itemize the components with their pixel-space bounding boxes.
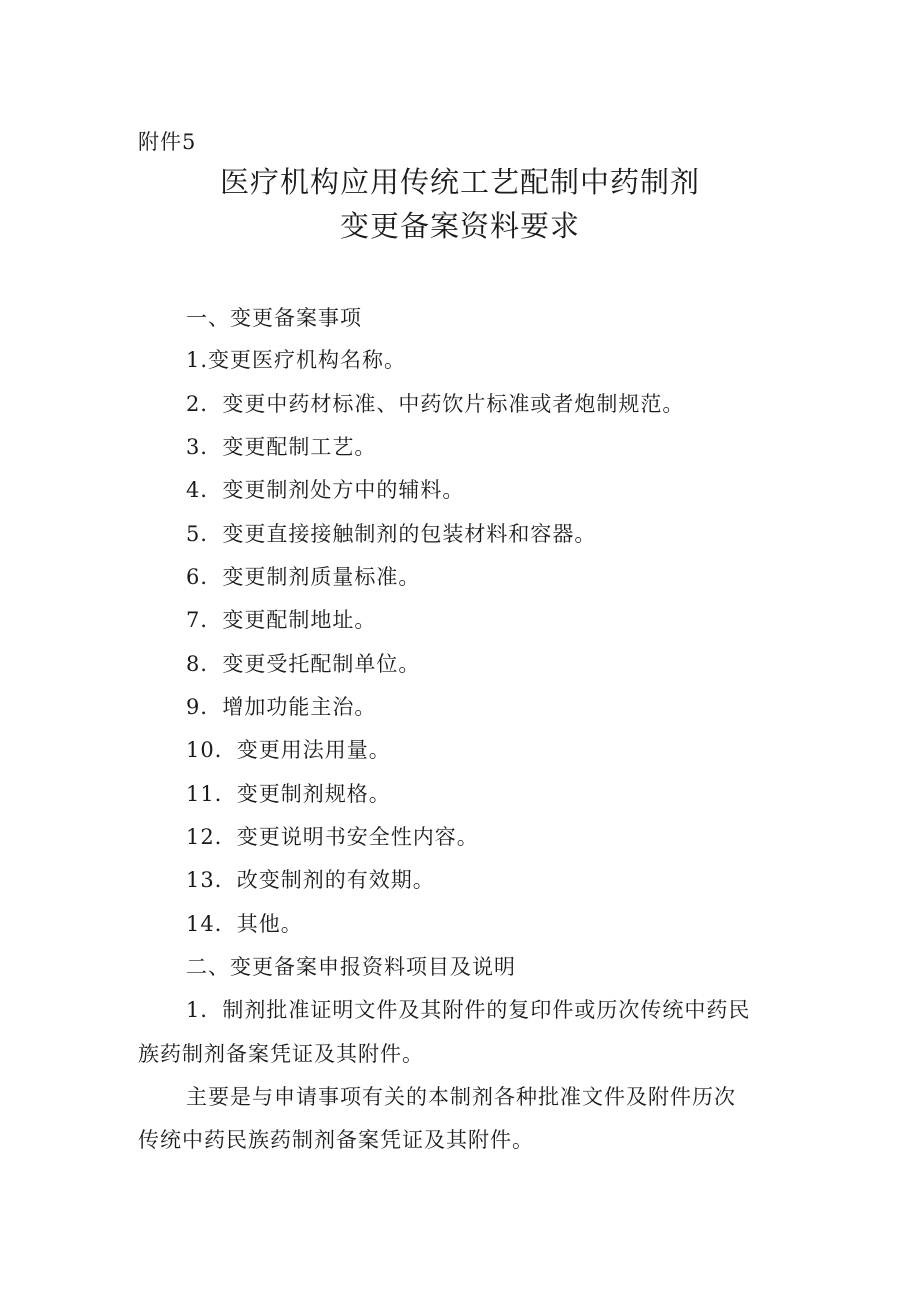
paragraph-2-line-2: 传统中药民族药制剂备案凭证及其附件。 bbox=[138, 1128, 534, 1152]
list-item: 14．其他。 bbox=[186, 912, 303, 936]
list-item: 5．变更直接接触制剂的包装材料和容器。 bbox=[186, 522, 597, 546]
list-item: 2．变更中药材标准、中药饮片标准或者炮制规范。 bbox=[186, 392, 685, 416]
list-item: 8．变更受托配制单位。 bbox=[186, 652, 421, 676]
section-1-heading: 一、变更备案事项 bbox=[186, 306, 362, 330]
document-title-line-2: 变更备案资料要求 bbox=[339, 209, 580, 243]
list-item: 1.变更医疗机构名称。 bbox=[186, 348, 407, 372]
list-item: 4．变更制剂处方中的辅料。 bbox=[186, 478, 465, 502]
list-item: 10．变更用法用量。 bbox=[186, 738, 391, 762]
paragraph-1-line-2: 族药制剂备案凭证及其附件。 bbox=[138, 1042, 424, 1066]
list-item: 13．改变制剂的有效期。 bbox=[186, 868, 435, 892]
list-item: 6．变更制剂质量标准。 bbox=[186, 565, 421, 589]
document-title-line-1: 医疗机构应用传统工艺配制中药制剂 bbox=[219, 165, 700, 199]
list-item: 11．变更制剂规格。 bbox=[186, 782, 391, 806]
paragraph-2-line-1: 主要是与申请事项有关的本制剂各种批准文件及附件历次 bbox=[186, 1085, 736, 1109]
list-item: 3．变更配制工艺。 bbox=[186, 435, 377, 459]
list-item: 12．变更说明书安全性内容。 bbox=[186, 825, 479, 849]
paragraph-1-line-1: 1．制剂批准证明文件及其附件的复印件或历次传统中药民 bbox=[186, 998, 751, 1022]
list-item: 9．增加功能主治。 bbox=[186, 695, 377, 719]
section-2-heading: 二、变更备案申报资料项目及说明 bbox=[186, 955, 516, 979]
attachment-label: 附件5 bbox=[138, 130, 197, 154]
list-item: 7．变更配制地址。 bbox=[186, 608, 377, 632]
